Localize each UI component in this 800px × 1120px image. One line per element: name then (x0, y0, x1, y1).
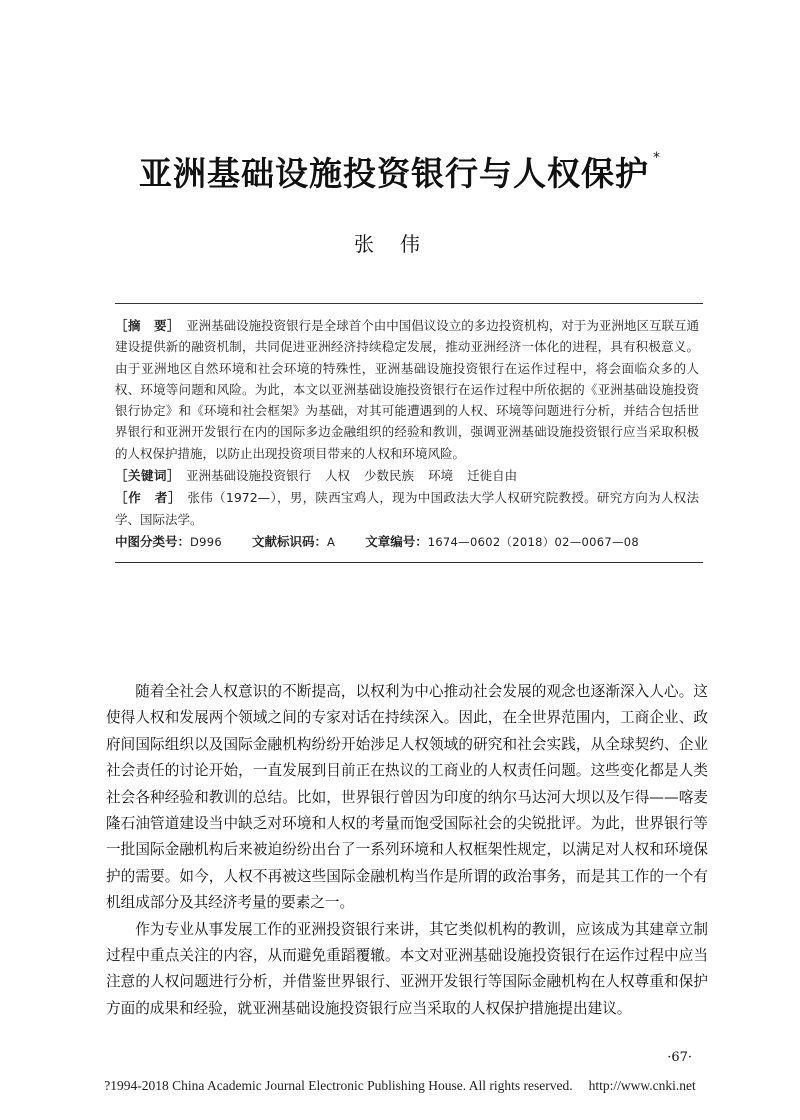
keyword-item: 人权 (325, 468, 351, 484)
body-paragraph: 作为专业从事发展工作的亚洲投资银行来讲，其它类似机构的教训，应该成为其建章立制过程中重点关注的内容，从而避免重蹈覆辙。本文对亚洲基础设施投资银行在运作过程中应当注意的人权问题进行分析，并借鉴世界银行、亚洲开发银行等国际金融机构在人权尊重和保护方面的成果和经验，就亚洲基础设施投资银行应当采取的人权保护措施提出建议。 (106, 920, 708, 1017)
abstract (115, 315, 703, 464)
document-code (252, 534, 335, 549)
clc-value: D996 (190, 534, 223, 549)
article-author: 张伟 (354, 232, 446, 256)
abstract-label: ［摘 要］ (115, 318, 181, 333)
author-info (115, 487, 703, 530)
title-footnote-mark: * (653, 150, 661, 166)
abstract-text: 亚洲基础设施投资银行是全球首个由中国倡议设立的多边投资机构，对于为亚洲地区互联互通建设提供新的融资机制，共同促进亚洲经济持续稳定发展，推动亚洲经济一体化的进程，具有积极意义。由于亚洲地区自然环境和社会环境的特殊性，亚洲基础设施投资银行在运作过程中，将会面临众多的人权、环境等问题和风险。为此，本文以亚洲基础设施投资银行在运作过程中所依据的《亚洲基础设施投资银行协定》和《环境和社会框架》为基础，对其可能遭遇到的人权、环境等问题进行分析，并结合包括世界银行和亚洲开发银行在内的国际多边金融组织的经验和教训，强调亚洲基础设施投资银行应当采取积极的人权保护措施，以防止出现投资项目带来的人权和环境风险。 (115, 318, 699, 461)
doc-code-label: 文献标识码： (252, 533, 328, 549)
keyword-item: 亚洲基础设施投资银行 (186, 468, 312, 484)
body-paragraph: 随着全社会人权意识的不断提高，以权利为中心推动社会发展的观念也逐渐深入人心。这使得人权和发展两个领域之间的专家对话在持续深入。因此，在全世界范围内，工商企业、政府间国际组织以及国际金融机构纷纷开始涉足人权领域的研究和社会实践，从全球契约、企业社会责任的讨论开始，一直发展到目前正在热议的工商业的人权责任问题。这些变化都是人类社会各种经验和教训的总结。比如，世界银行曾因为印度的纳尔马达河大坝以及乍得——喀麦隆石油管道建设当中缺乏对环境和人权的考量而饱受国际社会的尖锐批评。为此，世界银行等一批国际金融机构后来被迫纷纷出台了一系列环境和人权框架性规定，以满足对人权和环境保护的需要。如今，人权不再被这些国际金融机构当作是所谓的政治事务，而是其工作的一个有机组成部分及其经济考量的要素之一。 (106, 683, 708, 912)
keyword-item: 迁徙自由 (467, 468, 518, 484)
author-info-label: ［作 者］ (115, 490, 182, 506)
body-text (106, 679, 708, 1022)
clc-number (115, 534, 222, 549)
keyword-item: 环境 (428, 468, 454, 484)
author-info-text: 张伟（1972—），男，陕西宝鸡人，现为中国政法大学人权研究院教授。研究方向为人权法学、国际法学。 (115, 490, 699, 527)
keywords (115, 465, 703, 486)
clc-label: 中图分类号： (115, 533, 191, 549)
article-number-value: 1674—0602（2018）02—0067—08 (427, 534, 640, 549)
page-number: ·67· (667, 1050, 692, 1065)
abstract-box (115, 303, 703, 563)
article-number (365, 534, 639, 549)
article-number-label: 文章编号： (365, 533, 428, 549)
keywords-label: ［关键词］ (115, 468, 181, 484)
doc-code-value: A (327, 534, 336, 549)
article-title-text: 亚洲基础设施投资银行与人权保护 (139, 154, 649, 193)
classification-line (115, 531, 703, 553)
article-title (0, 148, 800, 195)
footer-url: http://www.cnki.net (588, 1078, 696, 1093)
copyright-text: ?1994-2018 China Academic Journal Electronic Publishing House. All rights reserved. (104, 1078, 573, 1093)
keyword-item: 少数民族 (364, 468, 415, 484)
page-footer (0, 1078, 800, 1094)
